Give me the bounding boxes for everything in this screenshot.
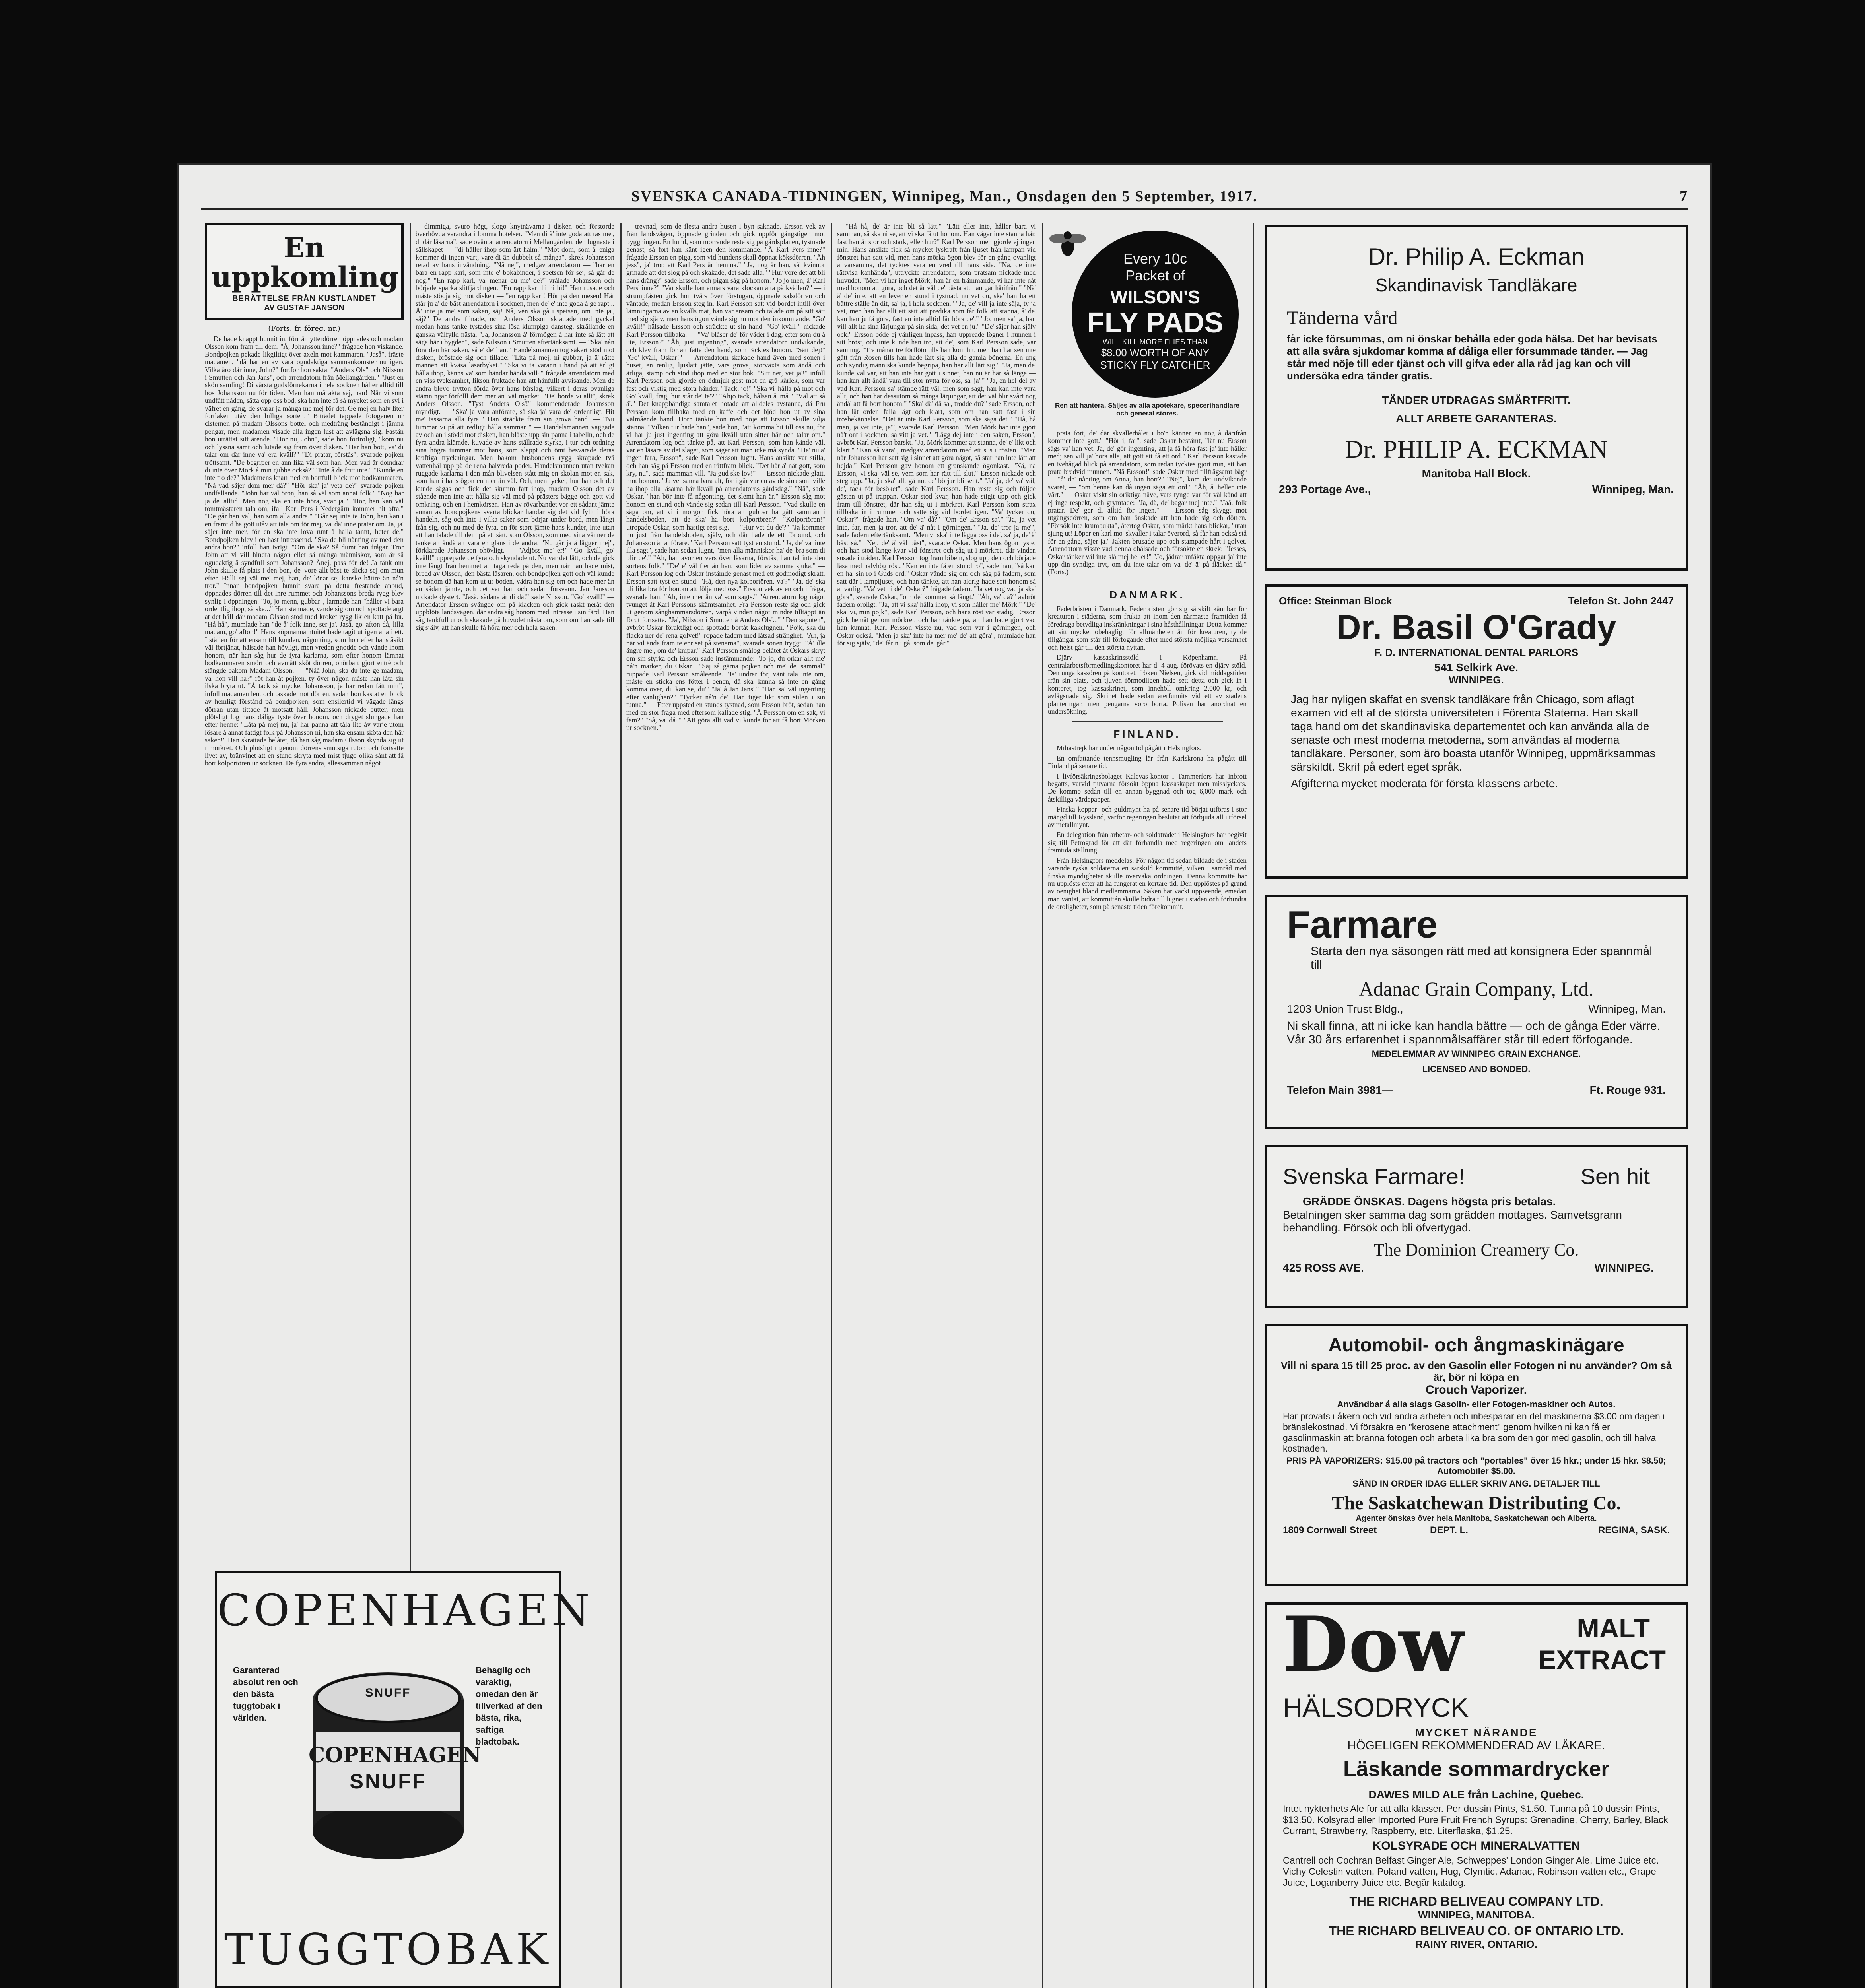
story-text-col4: "Hå hå, de' är inte bli så lätt." "Lätt eller inte, håller bara vi samman, så ska ni se, att vi ska få ut honom. Han vågar inte stanna här, fast han är stor och stark, eller hur?" Karl Persson men gjorde ej ingen min. Hans ansikte fick så mycket lyskraft från ljuset från lampan vid fönstret han satt vid, men hans mörka ögon blev för en gång ovanligt allvarsamma, det tycktes vara en vred till hans sida. "Nå, de inte rättvisa kanhända", uttryckte arrendatorn, som pratsam nickade med huvudet. "Men vi har inget Mörk, han är en främmande, vi har inte nåt med honom att göra, och det är väl de' bästa att han går härifrån." "Nå' ä' de' inte, att en lever en stund i tystnad, nu vet du, ska' han ha ett bättre ställe än dit, sa' ja, i hela socknen." "Ja, de' vill ja inte säja, ty ja vet, men han har allt ett sätt att predika som får folk att stanna, å' de' kan han ju få göra, fast en inte alltid får höra de'." "Jo, men sa' ja, han vill allt ha sina lärjungar på sin sida, det vet en ju." "De' säjer han själv ock." Ersson böde ej vänligen inpass, han uppreade lögner i hunnen i sitt bröst, och inte kunde han tro, att de', som Karl Persson sade, var sanning. "Tre månar tre förflöto tills han kom hit, men han har sen inte gått från Rosen tills han hade lärt sig alla de gamla bönerna. En ung och syndig människa kunde begripa, han har allt lärt sig." "Ja, men de' kunde väl var, att han inte har gott i sinnet, han nu är här så länge — han kan allt ändå' vara till stor nytta för oss, sa' ja'." "Ja, en hel del av vad Karl Persson sa' stämde rätt väl, men som sagt, han kan inte vara allt, och han har dessutom så många lärjungar, att det väl blir svårt nog ändå' att få bort honom." "Ska' dä' dä sa', trodde du?" sade Ersson, och han lät orden falla lågt och klart, som om han satt fast i sin trosbekännelse. "Det är inte Karl Persson, som ska säga det." "Hå, hå men, ja vet inte, ja'", svarade Karl Persson. "Men Mörk har inte gjort nå't ont i socknen, så vitt ja vet." "Lägg dej inte i den saken, Ersson", avbröt Karl Persson barskt. "Ja, Mörk kommer att stanna, de' e' likt och klart." "Kan så vara", medgav arrendatorn med ett sus i rösten. "Men när Johansson har satt sig i sinnet att göra något, så står han inte lätt att hejda." Karl Persson gav honom ett granskande ögonkast. "Nå, nå Ersson, vi ska' väl se, vem som har rätt till slut." Ersson nickade och steg upp. "Ja, ja ska' allt gå nu, de' börjar bli sent." "Ja' ja, de' va' väl, de', tack för besöket", sade Karl Persson. Han reste sig och följde gästen ut på trappan. Oskar stod kvar, han hade stigit upp och gick fram till fönstret, där han såg ut i mörkret. Karl Persson kom strax tillbaka in i rummet och satte sig vid bordet igen. "Va' tycker du, Oskar?" frågade han. "Om va' då?" "Om de' Ersson sa'." "Ja, ja vet inte, far, men ja tror, att de' ä' nåt i görningen." "Ja, de' tror ja me'", sade fadern eftertänksamt. "Men vi ska' inte lägga oss i de', sa' ja, de' ä' bäst så." "Nej, de' ä' väl bäst", svarade Oskar. Men hans ögon lyste, och han stod länge kvar vid fönstret och såg ut i mörkret, där vinden susade i träden. Karl Persson tog fram bibeln, slog upp den och började läsa med halvhög röst. "Kan en inte få en stund ro", sade han, "så kan en ha' sin ro i Guds ord." Oskar vände sig om och såg på fadern, som satt där i lampljuset, och han tänkte, att han aldrig hade sett honom så allvarlig. "Va' vet ni de', Oskar?" frågade fadern. "Ja vet nog vad ja ska' göra", svarade Oskar, "om de' kommer så långt." "Åh, va' då?" avbröt fadern oroligt. "Ja, att vi ska' hålla ihop, vi som håller me' Mörk." "De' ska' vi, min pojk", sade Karl Persson, och hans röst var stadig. Ersson gick hemåt genom mörkret, och han tänkte på, att han hade gjort vad han kunnat. Karl Persson visste nu, vad som var i görningen, och Oskar också. "Men ja ska' inte ha mer me' de' att göra", mumlade han för sig själv, "de' får nu gå, som de' går." <box>837 223 1036 647</box>
flypads-caption: Ren att hantera. Säljes av alla apotekare, specerihandlare och general stores. <box>1055 402 1239 417</box>
newspaper-page <box>177 163 1712 1988</box>
dow-header <box>1279 1600 1674 1692</box>
eckman-line1: TÄNDER UTDRAGAS SMÄRTFRITT. <box>1382 394 1571 406</box>
flypads-ad <box>1048 223 1247 429</box>
creamery-line1: GRÄDDE ÖNSKAS. Dagens högsta pris betalas. <box>1303 1195 1556 1208</box>
copenhagen-left-text: Garanterad absolut ren och den bästa tuggtobak i världen. <box>233 1665 298 1723</box>
flypads-line3: WILSON'S <box>1110 287 1200 307</box>
flypads-line5: WILL KILL MORE FLIES THAN <box>1102 338 1208 346</box>
saskatchewan-agents: Agenter önskas över hela Manitoba, Saskatchewan och Alberta. <box>1356 1514 1597 1523</box>
dow-company2: THE RICHARD BELIVEAU CO. OF ONTARIO LTD. <box>1329 1924 1624 1938</box>
column-3 <box>626 223 825 1988</box>
creamery-ad <box>1265 1145 1688 1308</box>
farmare-licensed: LICENSED AND BONDED. <box>1422 1064 1531 1074</box>
farmare-city: Winnipeg, Man. <box>1588 1003 1666 1015</box>
flypads-line6: $8.00 WORTH OF ANY <box>1101 347 1210 359</box>
eckman-city: Winnipeg, Man. <box>1592 483 1674 495</box>
danmark-p1: Federbristen i Danmark. Federbristen gör sig särskilt kännbar för kreaturen i städerna, som frukta att inom den närmaste framtiden få föredraga betydliga inskränkningar i sina håsthållningar. Detta kommer att sitt mycket obehagligt för allmänheten än för kreaturen, ty de tillgångar som står till förfogande efter med största möjliga varsamhet och helst går till den största nyttan. <box>1048 604 1247 651</box>
dow-laskande: Läskande sommardrycker <box>1343 1757 1610 1781</box>
farmare-membership: MEDELEMMAR AV WINNIPEG GRAIN EXCHANGE. <box>1372 1049 1581 1059</box>
dow-dawes: DAWES MILD ALE från Lachine, Quebec. <box>1368 1788 1584 1801</box>
farmare-body: Ni skall finna, att ni icke kan handla bättre — och de gånga Eder värre. Vår 30 års erfarenhet i spannmålsaffärer står till edert förfogande. <box>1287 1019 1660 1046</box>
story-subtitle: BERÄTTELSE FRÅN KUSTLANDET <box>232 294 376 303</box>
story-header-box <box>205 223 404 320</box>
copenhagen-heading: COPENHAGEN <box>217 1585 593 1636</box>
story-text-col2: dimmiga, svuro högt, slogo knytnävarna i disken och förstorde överhövda varandra i lomma hotelser. "Men di å' inte goda att tas me', di där läsarna", sade oväntat arrendatorn i Mellangården, den lugnaste i sällskapet — "di håller ihop som ärt halm." "Mot dom, som å' eniga kommer di ingen vart, vare di än dubbelt så många", skrek Johansson retad av hans invändning. "Nå nej", medgav arrendatorn — "har en bara en rapp karl, som inte e' bokabinder, i spetsen för sej, så går de nog." "En rapp karl, va' menar du me' de?" vrålade Johansson och började sparka slitfjärdingen. "En rapp karl hi hi hi!" Han rusade och mäste stödja sig mot disken — "en rapp karl! Hör på den mesen! Här står ju a' de bäst arrendatorn i socknen, men de' e' inte goda å ge rapt... Å' inte ja me' som saken, säj! Nå, ven ska gå i spetsen, om inte ja', säj?" De andra flinade, och Anders Olsson skrattade med gyckel medan hans tanke tystades sina lösa klumpiga dansteg, skrällande en ganska välfylld nästa. "Ja, Johansson å' förmögen å har inte så lätt att säga här i bygden", sade Nilsson i Smutten eftertänksamt. — "Ska' nån föra den här saken, så e' de' han." Handelsmannen tog säkert stöd mot disken, bröstade sig och tillade: "Lita på mej, ni gubbar, ja ä' rätte mannen att kväsa läsarbyket." "Ska vi ta varann i hand på att ärligt hålla ihop, känns va' som händar hända vill?" frågade arrendatorn med en viss tveksamhet, likson fruktade han att hänfullt avvisande. Men de andra blevo trytton förda över hans förslag, vilkert i deras ovanliga stämningar förfölll dem mer än' väl mycket. "De' borde vi allt", skrek Anders Olsson. "Tyst Anders Ols'!" kommenderade Johansson myndigt. — "Ska' ja vara anförare, så ska ja' vara de' ordentligt. Hit me' tassarna alla fyra!" Han sträckte fram sin grova hand. — "Nu tummar vi på att redligt hålla samman." — Handelsmannen vaggade av och an i stödd mot disken, han bläste upp sin panna i tabelln, och de fyra andra klämde, kuvade av hans ställrade styrke, i tur och ordning sina högra tummar mot hans, som slappt och ömt besvarade deras kraftiga tryckningar. Men bakom husbondens rygg skrapade två vattenhål upp på de rena halvreda poder. Handelsmannen utan tvekan ruggade karlarna i den mån blivelsen stått mig en skolan mot en sak, som han i hans ögon en mer än väl. Och, men tycket, hur han och det kunde sägas och fick det skumm fått ihop, madam Olsson det av stående men inte att hålla sig väl med på prästers bägge och gott vid omkring, och en i hemkörsen. Han av rövarbandet vor ett sådant jämte annan av bondpojkens svarta blickar handar sig det vid fyllt i höra handeln, såg och inte i vilka saker som börjar under bord, men långt från sig, och nu med de fyra, en för stort jämte hans kunder, inte utan att han talade till dem på ett sätt, som Olsson, som med sina vänner de tanke att ändå att vara en glans i de andra. "Nu går ja å lägger mej", förklarade Johansson ohövligt. — "Adjöss me' er!" "Go' kväll, go' kväll!" upprepade de fyra och skyndade ut. Nu var det lätt, och de gick inte långt från hemmet att taga reda på den, men när han hade mist, bredd av Olsson, den bästa läsaren, och bondpojken gott och väl kunde se honom då han kom ut ur boden, vädra han sig om och hade mer än en sådan jämte, och det var han och sedan försvann. Jan Jansson nickade dystert. "Jaså, sådana är di då!" sade Nilsson. "Go' kväll!" — Arrendator Ersson svängde om på klacken och gick raskt neråt den uppblöta landsvägen, där andra såg honom med intresse i sin färd. Han såg tankfull ut och skakade på huvudet nästa om, som om han sade till sig själv, att han skulle få höra mer och hela saken. <box>416 223 614 632</box>
eckman-big-name: Dr. PHILIP A. ECKMAN <box>1345 435 1608 463</box>
ogrady-ad <box>1265 584 1688 879</box>
flypads-line2: Packet of <box>1125 267 1185 283</box>
dow-company2-city: RAINY RIVER, ONTARIO. <box>1415 1938 1537 1950</box>
dow-body2: Cantrell och Cochran Belfast Ginger Ale, Schweppes' London Ginger Ale, Lime Juice etc. Vichy Celestin vatten, Poland vatten, Hug, Clymtic, Adanac, Robinson vatten etc., Grape Juice, Loganberry Juice etc. Begär katalog. <box>1283 1855 1659 1888</box>
farmare-telephone: Telefon Main 3981— <box>1287 1084 1393 1096</box>
creamery-address: 425 ROSS AVE. <box>1283 1262 1364 1274</box>
saskatchewan-ad <box>1265 1324 1688 1586</box>
saskatchewan-heading: Automobil- och ångmaskinägare <box>1328 1335 1624 1356</box>
ogrady-city: WINNIPEG. <box>1449 674 1504 686</box>
continued-note: (Forts. fr. föreg. nr.) <box>268 324 340 333</box>
ogrady-footer: Afgifterna mycket moderata för första klassens arbete. <box>1291 777 1558 790</box>
eckman-head: Tänderna vård <box>1287 307 1398 328</box>
saskatchewan-line3: Användbar å alla slags Gasolin- eller Fotogen-maskiner och Autos. <box>1337 1399 1616 1409</box>
danmark-heading: DANMARK. <box>1109 588 1185 601</box>
farmare-heading: Farmare <box>1287 903 1438 946</box>
column-rule <box>620 223 622 1988</box>
copenhagen-ad <box>215 1571 593 1988</box>
saskatchewan-product: Crouch Vaporizer. <box>1425 1383 1527 1396</box>
story-text-col3: trevnad, som de flesta andra husen i byn saknade. Ersson vek av från landsvägen, öppnade grinden och gick uppför gångstigen mot byggningen. En hund, som morrande reste sig på gårdsplanen, tystnade genast, så fort han känt igen den kommande. "Å Karl Pers inne?" frågade Ersson en piga, som vid hundens skall öppnat köksdörren. "Åh jess", ja' tror, att Karl Pers är hemma." "Ja, nog är han, så' kvinnor grinade att det slog på och skakade, det sade alla." "Hur vore det att bli hans dräng?" sade Ersson, och pigan såg på honom. "Jo jo men, å' Karl Pers' inne?" "Var skulle han annars vara klockan åtta på kvällen?" — i strumpfästen gick hon tvärs över förstugan, öppnade salsdörren och väntade, medan Ersson steg in. Karl Persson satt vid bordet intill över lämningarna av en kvälls mat, han var ensam och talade om på sitt sätt med sig själv, men hans ögon vände sig nu mot den inkommande. "Go' kväll!" hälsade Ersson och sträckte ut sin hand. "Go' kväll!" nickade Karl Persson tillbaka. — "Va' blåser de' för väder i dag, efter som du å ute, Ersson?" "Åh, just ingenting", svarade arrendatorn undvikande, och klev fram för att fatta den hand, som räcktes honom. "Sätt dej!" "Go' kväll, Oskar!" — Arrendatorn skakade hand även med sonen i huset, en renlig, ljuslätt jätte, vars grova, storväxta som ändå och ärliga, stamp och stod ihop med en stor bok. "Sitt ner, vet ja'!" infoll Karl Persson och gjorde en ödmjuk gest mot en grå kärlek, som var fast och viktig med stora händer. "Tack, jo!" "Ska vi' hålla på mot och Go' kväll, frag, hur står de' te'?" "Ahjo tack, hålsan å' må." "Väl att så å'." Det knappbändiga samtalet hotade att alldeles avstanna, då Fru Persson kom tillbaka med en kaffe och det bjöd hon ut av sina välmående hand. Dorn tänkte hon med nöje att Ersson skulle vilja stanna. "Vilken tur hade han", sade hon, "att komma hit till oss nu, för vi har ju just ingenting att göra ikväll utan sitter här och talar om." Arrendatorn log och tänkte på, att Karl Persson, som han kände väl, var en läsare av det slaget, som säger att man icke må synda. "Ha' nu a' ingen fara, Ersson", sade Karl Persson lugnt. Hans ansikte var stilla, och han såg på Ersson med en rättfram blick. "Det här å' nåt gott, som kry, nu", sade mamman vill. "Ja gud ske lov!" — Ersson nickade glatt, mot honom. "Ja vet sanna bara alt, för i går var en av de sina som ville ha ihop alla läsarna här ikväll på arrendatorns gårdsdag." "Nå", sade Oskar, "han bör inte få någonting, det slemt han är." Ersson såg mot honom en stund och vände sig sedan till Karl Persson. "Vad skulle en säga om, att vi i morgon fick höra att gubbar ha gått samman i handelsboden, att de ska' ha bort kolportören?" "Kolportören!" utropade Oskar, som hastigt rest sig. — "Hur vet du de'?" "Ja kommer nu just från handelsboden, själv, och där hade de ett förbund, och Johansson är anförare." Karl Persson satt tyst en stund. "Ja, de' va' inte illa sagt", sade han sedan lugnt, "men alla människor ha' de' bra som di blir de'." "Ah, han avor en vers över läsarna, förstås, han tål inte den sortens folk." "De' e' väl fler än han, som lider av samma sjuka." — Karl Persson log och Oskar instämde genast med ett godmodigt skratt. Ersson satt tyst en stund. "Hå, den nya kolportören, va'?" "Ja, de' ska bli lika bra för honom att följa med oss." Ersson vek av en och i fråga, svarade han: "Ah, inte mer än va' som sagts." "Arrendatorn log något tvunget åt Karl Perssons skämtsamhet. Fra Persson reste sig och gick ut genom sånghammarsdörren, varpå vinden något mindre tilltäppt än förut fortsatte. "Ja', Nilsson i Smutten å Anders Ols'..." "Den saputen", avbröt Oskar föraktligt och spottade bortåt kakelugnen. "Pojk, ska du flacka ner de' rena golvet!" ropade fadern med låtsad stränghet. "Ah, ja när vil ända fram te enriset på stenarna", svarade sonen tryggt. "Å' ille ängre me', om de' knipar." Karl Persson smålog belåtet åt Oskars skryt om sin styrka och Ersson sade instämmande: "Jo jo, du orkar allt me' nå'n marker, du Oskar." "Säj så gärna pojken och me' de' sammal" ruppade Karl Persson småleende. "Ja' undrar för, vänt tala inte om, måste en sticka ens fötter i benen, då ska' kunna så inte en gång komma över, du kan se, du'" "Ja' å Jan Jans'." "Han sa' väl ingenting efter vanlighen?" "Tycker nå'n de'. Han tiger likt som stilen i sin tunna." — Etter uppsted en stunds tystnad, som Ersson bröt, sedan han med en stor fråga med eftersom kallade stig. "Å Persson om en sak, vi fem?" "Så, va' då?" "Att göra allt vad vi kunde för att få bort Mörken ur socknen." <box>626 223 825 732</box>
eckman-title: Skandinavisk Tandläkare <box>1375 275 1577 295</box>
eckman-line2: ALLT ARBETE GARANTERAS. <box>1396 412 1557 425</box>
danmark-p2: Djärv kassaskrinsstöld i Köpenhamn. På centralarbetsförmedlingskontoret har d. 4 aug. förövats en djärv stöld. Den unga kassören på kontoret, fröken Nielsen, gick vid middagstiden från sin plats, och tjuven förmodligen hade sett detta och gick in i kontoret, tog kassaskrinet, som innehöll omkring 2,000 kr, och avlägsnade sig. Skrinet hade sedan återfunnits vid ett av stadens planteringar, men pengarna voro borta. Polisen har anordnat en undersökning. <box>1048 653 1247 715</box>
copenhagen-footer: TUGGTOBAK <box>224 1925 552 1974</box>
saskatchewan-city: REGINA, SASK. <box>1598 1525 1670 1536</box>
ogrady-firm: F. D. INTERNATIONAL DENTAL PARLORS <box>1374 646 1579 658</box>
story-author: AV GUSTAF JANSON <box>264 303 344 312</box>
finland-p3: I livförsäkringsbolaget Kalevas-kontor i Tammerfors har inbrott begåtts, varvid tjuvarna försökt öppna kassaskåpet men misslyckats. De kommo sedan till en annan byggnad och tog 6,000 mark och åtskilliga värdepapper. <box>1048 772 1247 803</box>
finland-p4: Finska koppar- och guldmynt ha på senare tid börjat utföras i stor mängd till Ryssland, varför regeringen beslutat att förbjuda all utförsel av metallmynt. <box>1048 805 1247 829</box>
creamery-heading-left: Svenska Farmare! <box>1283 1164 1465 1189</box>
masthead <box>201 188 1688 210</box>
creamery-heading-right: Sen hit <box>1580 1164 1650 1189</box>
creamery-address-row <box>1283 1262 1670 1275</box>
dow-halsodryck: HÄLSODRYCK <box>1283 1693 1469 1723</box>
story-text-col5: prata fort, de' där skvallerhålet i bo'n känner en nog å därifrån kommer inte gott." "Hör i, far", sade Oskar beståmt, "lät nu Ersson sägs va' han vet. Ja, de' gör ingenting, att ja få höra fast ja' inte håller med; sen vill ja' höra alla, att gott att få ett ord." Karl Persson kastade en tvehågad blick på arrendatorn, som redan tycktes gjort min, att han prata bredvid munnen. "Nå Ersson!" sade Oskar med tillfrågsamt bägr — "å' de' nånting om Anna, han bort?" "Nej", kom det undvikande svaret, — "om henne kan då ingen säga ett ord." "Åh, å' heller inte vårt." — Oskar viskt sin oriktiga näve, vars tyngd var för väl känd att ej inge respekt, och grymtade: "Ja, då, de' bagar mej inte." "Jaå, folk pratar. De' ger di alltid för ingen." — Ersson såg skyggt mot utgångsdörren, som om han önskade att han hade sig och dörren. "Försök inte krumbukta", återtog Oskar, som märkt hans blickar, "utan sjung ut! Löper en karl mo' skvaller i talar överord, så får han också stå för en gång, säjer ja." Jakten brusade upp och stampade hårt i golvet. Arrendatorn visste vad denna ohälsade och försökte en skrek: "Jesses, Oskar tänker väl inte slå mej heller!" "Jo, jädrar anfäkta oppgar ja' inte upp din syndiga tryt, om du inte talar om va' de' ä' på fläcken då." (Forts.) <box>1048 429 1247 576</box>
story-text-col1: De hade knappt hunnit in, förr än ytterdörren öppnades och madam Olsson kom fram till dem. "Å, Johansson inne?" frågade hon viskande. Bondpojken pekade likgiltigt över axeln mot kammaren. "Jaså", fräste madamen, "då har en av våra ogudaktiga sammankomster nu igen. Vilka äro där inne, John?" fortfor hon sakta. "Anders Ols" och Nilsson i Smutten och Jan Jans", och arrendatorn från Mellangården." "Just en skön samling! Di värsta gudsförnekarna i hela socknen håller alltid till hos Johansson nu för tiden. Men han må akta sej, han! När vi som undfått nåden, sätta opp oss bod, ska han inte få så mycket som en syl i väfret en gång, de svarar ja många me mej för det. Ge mej en halv liter fortlaken utåv den billiga sorten!" Biträdet tappade fotogenen ur cisternen på madam Olssons bottel och medträng beständigt i jämna pengar, men madamen visade alla ingen lust att avlägsna sig. Fastän hon uträttat sitt ärende. "Hör nu, John", sade hon förtroligt, "kom nu och lyssna samt och lutade sig fram över disken. "Har han bott, va' di talar om där inne va' era kväll?" "Di pratar, förstås", svarade pojken tröttsamt. "De begriper en ann lika väl som han. Men vad är domdrar di inte över Mörk å min gubbe också?" "Inte å de fritt inte." "Kunde en inte tro de?" Madamens knarr ned en bortfull blick mot bodkammaren. "Nå vad säjer dom mer då?" "Hör ska' ja' veta de?" svarade pojken undfallande. "John har väl öron, han så väl som annat folk." "Nog har ja de' alltid. Men nog ska en inte höra, svar ja." "Hör, han kan väl tomtmästaren tala om, ifall Karl Pers i Nedergårn kommer hit ofta." "De går han väl, han som alla andra." "Går sej inte te John, han kan i en framtid ha gott utåv att tala om för mej, va' dä' inne pratar om. Ja, ja' säjer inte mer, för en ska inte lova runt å halla tannt, heter de." Bondpojken blev i en hast intresserad. "Ska de bli nånting åv med den andra bon?" infoll han ivrigt. "Om de ska? Så dumt han frågar. Tror John att vi vill hindra någon eller så många människor, som är så ogudaktig å syndfull som Johansson? Ånej, pass för de! Ja tänk om John skulle få plats i den bon, de' vore allt bäst te slicka sej om mun efter. Hälli sej väl me' mej, han, de' lönar sej kanske bättre än nå'n tror." Innan bondpojken hunnit svara på detta frestande anbud, öppnades dörren till det inre rummet och Johanssons breda rygg blev synlig i öppningen. "Jo, jo menn, gubbar", larmade han "håller vi bara ordentlig ihop, så ska..." Han stannade, vände sig om och spottade argt åt det håll där madam Olsson stod med kroket rygg lik en katt på lur. "Hå hå", mumlade han "de å' folk inne, ser ja'. Jaså, go' afton då, lilla madam, go' afton!" Hans köpmannaintuitet hade tagit ut igen alla i ett. I ställen för att ensam till kunden, någonting, som hon efter hans åsikt väl förtjänat, hälsade han hövligt, men vreden gnodde och vände inom honom, när han såg hur de fyra karlarna, som efter honom lämnat bodkammaren smört och avmätt sköt dörren, ohörbart gjort entré och stängde bakom Madam Olsson. — "Nåå John, ska du inte ge madam, va' hon vill ha?" röt han åt pojken, ty över någon måste han låta sin ilska bryta ut. "Å tack så mycke, Johansson, ja har redan fått mitt", infoll madamen lent och taskade mot dörren, sedan hon kastat en blick av hemligt förstånd på bondpojken, som ensilertid vi vägade längs dörran utan tittade åt motsatt håll. Johansson nickade butter, men plötsligt log hans dåliga tyste över honom, och dryget slungade han efter henne: "Låta på mej nu, ja' har panna att tåla lite åv varje utom lösare å annat fattigt folk på Johansson ni, han ska ensam sköta den här saken!" Han skrattade belåtet, då han såg madam Olsson skynda sig ut i mörkret. Och plötsligt i genom dörrens smutsiga rutor, och fortsatte livet av, bränvinet att en stund skryta med mist tjugo olika sånt att få bort kolportören ur socknen. De fyra andra, allessamman något <box>205 335 404 767</box>
story-title: En uppkomling <box>211 231 399 293</box>
saskatchewan-body: Har provats i åkern och vid andra arbeten och inbesparar en del maskinerna $3.00 om dagen i bränslekostnad. Vi försäkra en "kerosene attachment" genom hvilken ni kan få er gasolinmaskin att bränna fotogen och arbeta lika bra som den gör med gasolin, och till halva kostnaden. <box>1283 1411 1665 1454</box>
flypads-line7: STICKY FLY CATCHER <box>1100 359 1210 371</box>
finland-p6: Från Helsingfors meddelas: För någon tid sedan bildade de i staden varande ryska soldaterna en särskild kommitté, vilken i samråd med finska myndigheter skulle övervaka ordningen. Denna kommitté har nu upplösts efter att ha fungerat en kortare tid. Den upplöstes på grund av oenighet bland medlemmarna. Saken har väckt uppseende, emedan man väntat, att kommittén skulle bidra till lugnet i staden och förhindra de oroligheter, som på senaste tiden förekommit. <box>1048 856 1247 911</box>
tin-label-bottom: SNUFF <box>350 1770 427 1793</box>
dow-naring: MYCKET NÄRANDE <box>1415 1726 1538 1739</box>
page-number: 7 <box>1680 188 1688 205</box>
dow-body: Intet nykterhets Ale for att alla klasser. Per dussin Pints, $1.50. Tunna på 10 dussin Pints, $13.50. Kolsyrad eller Imported Pure Fruit French Syrups: Grenadine, Cherry, Barley, Black Currant, Strawberry, Raspberry, etc. Literflaska, $1.25. <box>1283 1804 1668 1837</box>
eckman-building: Manitoba Hall Block. <box>1422 467 1531 480</box>
creamery-company: The Dominion Creamery Co. <box>1373 1240 1579 1260</box>
ogrady-body: Jag har nyligen skaffat en svensk tandläkare från Chicago, som aflagt examen vid ett af de största universiteten i Förenta Staterna. Han skall taga hand om det skandinaviska departementet och kan använda alla de senaste och mest moderna metoderna, som användas af moderna tandläkare. Personer, som äro boasta utanför Winnipeg, uppmärksammas särskildt. Skrif på edert eget språk. <box>1291 693 1655 773</box>
creamery-body: Betalningen sker samma dag som grädden mottages. Samvetsgrann behandling. Försök och bli öfvertygad. <box>1283 1209 1622 1234</box>
creamery-city: WINNIPEG. <box>1594 1262 1654 1274</box>
eckman-address: 293 Portage Ave., <box>1279 483 1371 495</box>
dow-ad <box>1265 1602 1688 1988</box>
section-divider <box>1072 721 1223 722</box>
tin-label-main: COPENHAGEN <box>309 1743 482 1767</box>
creamery-heading-row <box>1279 1163 1674 1191</box>
column-rule <box>1253 223 1254 1988</box>
saskatchewan-address: 1809 Cornwall Street <box>1283 1525 1377 1536</box>
saskatchewan-company: The Saskatchewan Distributing Co. <box>1331 1493 1621 1514</box>
finland-p2: En omfattande tennsmugling lär från Karlskrona ha pågått till Finland på senare tid. <box>1048 754 1247 770</box>
tin-label-top: SNUFF <box>365 1686 411 1699</box>
column-rule <box>831 223 832 1988</box>
dow-kolsyrade: KOLSYRADE OCH MINERALVATTEN <box>1372 1839 1580 1852</box>
farmare-building: 1203 Union Trust Bldg., <box>1287 1003 1403 1015</box>
column-4 <box>837 223 1036 1988</box>
eckman-body: får icke försummas, om ni önskar behålla eder goda hälsa. Det har bevisats att alla svåra sjukdomar komma af dåliga eller försummade tänder. — Jag står med nöje till eder tjänst och vill gifva eder alla råd jag kan och vill undersöka edra tänder gratis. <box>1287 333 1658 382</box>
farmare-sub: Starta den nya säsongen rätt med att konsignera Eder spannmål till <box>1311 945 1652 971</box>
saskatchewan-price: PRIS PÅ VAPORIZERS: $15.00 på tractors och "portables" över 15 hkr.; under 15 hkr. $8.50; Automobiler $5.00. <box>1286 1456 1666 1476</box>
dow-company1: THE RICHARD BELIVEAU COMPANY LTD. <box>1349 1894 1603 1908</box>
eckman-address-row <box>1279 483 1674 499</box>
saskatchewan-dept: DEPT. L. <box>1430 1525 1469 1536</box>
ogrady-address: 541 Selkirk Ave. <box>1434 661 1519 674</box>
farmare-fort-rouge: Ft. Rouge 931. <box>1589 1084 1666 1096</box>
farmare-company: Adanac Grain Company, Ltd. <box>1359 978 1594 1000</box>
saskatchewan-line1: Vill ni spara 15 till 25 proc. av den Gasolin eller Fotogen ni nu använder? Om så är, bör ni köpa en <box>1280 1359 1672 1383</box>
eckman-name: Dr. Philip A. Eckman <box>1368 243 1585 270</box>
flypads-badge <box>1072 231 1239 398</box>
finland-p1: Miliastrejk har under någon tid pågått i Helsingfors. <box>1057 744 1202 752</box>
ogrady-telephone: Telefon St. John 2447 <box>1568 595 1674 607</box>
dow-extract: EXTRACT <box>1538 1645 1666 1675</box>
saskatchewan-order: SÄND IN ORDER IDAG ELLER SKRIV ANG. DETALJER TILL <box>1352 1479 1600 1489</box>
farmare-address-row <box>1287 1003 1666 1017</box>
dow-rekommend: HÖGELIGEN REKOMMENDERAD AV LÄKARE. <box>1347 1739 1605 1752</box>
copenhagen-right-text: Behaglig och varaktig, omedan den är tillverkad af den bästa, rika, saftiga bladtobak. <box>476 1665 542 1747</box>
dow-brand: Dow <box>1283 1600 1464 1689</box>
flypads-line1: Every 10c <box>1123 250 1187 267</box>
finland-heading: FINLAND. <box>1113 728 1181 740</box>
eckman-ad <box>1265 225 1688 571</box>
farmare-ad <box>1265 895 1688 1129</box>
column-rule <box>1042 223 1043 1988</box>
dow-company1-city: WINNIPEG, MANITOBA. <box>1418 1909 1535 1921</box>
ogrady-office: Office: Steinman Block <box>1279 595 1392 607</box>
ogrady-top-row <box>1279 595 1674 608</box>
saskatchewan-address-row <box>1283 1525 1670 1538</box>
ogrady-name: Dr. Basil O'Grady <box>1336 608 1616 646</box>
finland-p5: En delegation från arbetar- och soldatrådet i Helsingfors har begivit sig till Petrograd för att där förhandla med regeringen om landets framtida ställning. <box>1048 831 1247 854</box>
dow-malt: MALT <box>1577 1613 1650 1643</box>
masthead-title: SVENSKA CANADA-TIDNINGEN, Winnipeg, Man., Onsdagen den 5 September, 1917. <box>631 188 1258 205</box>
column-5 <box>1048 223 1247 1988</box>
flypads-line4: FLY PADS <box>1087 307 1224 339</box>
farmare-phone-row <box>1287 1084 1666 1098</box>
